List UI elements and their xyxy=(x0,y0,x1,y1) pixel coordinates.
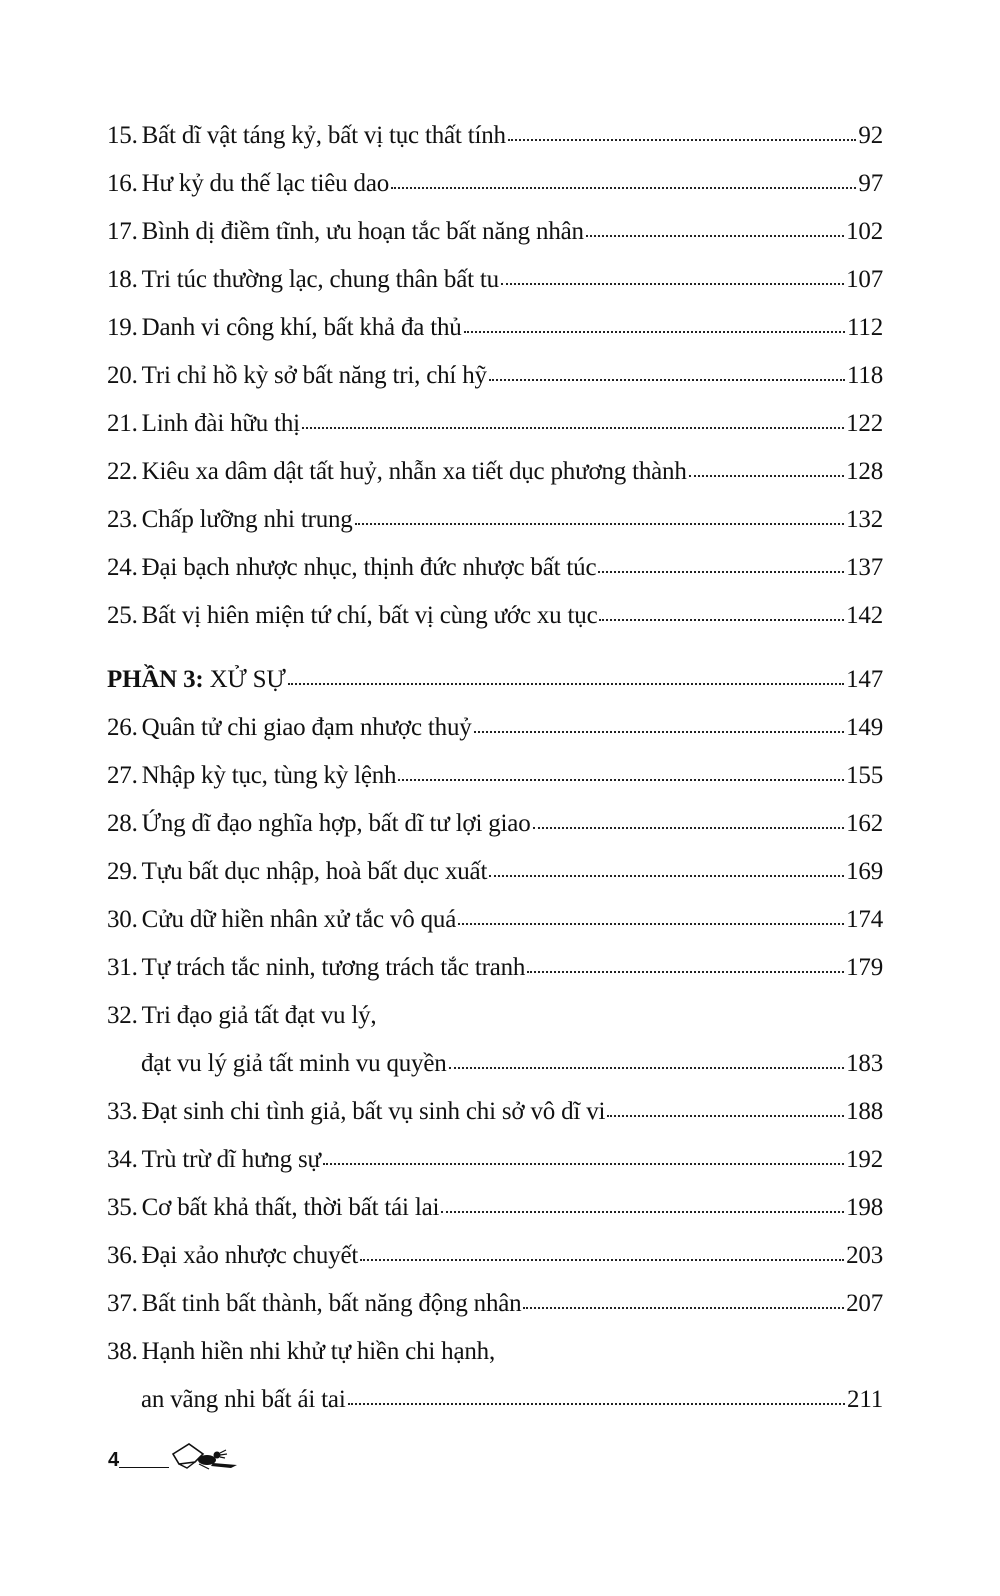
dot-leader xyxy=(598,555,844,575)
entry-title-continued: đạt vu lý giả tất minh vu quyền xyxy=(141,1050,447,1077)
toc-entry[interactable] xyxy=(107,1088,883,1136)
entry-title: Đại xảo nhược chuyết xyxy=(141,1242,359,1269)
dot-leader xyxy=(288,667,845,687)
dot-leader xyxy=(489,859,844,879)
toc-entry[interactable] xyxy=(107,848,883,896)
toc-entry[interactable] xyxy=(107,112,883,160)
entry-title: Trù trừ dĩ hưng sự xyxy=(141,1146,321,1173)
entry-title: Hư kỷ du thế lạc tiêu dao xyxy=(141,170,390,197)
entry-page: 169 xyxy=(846,858,883,885)
entry-title: Nhập kỳ tục, tùng kỳ lệnh xyxy=(141,762,397,789)
entry-page: 142 xyxy=(846,602,883,629)
entry-number: 21. xyxy=(107,410,138,437)
entry-title: Đại bạch nhược nhục, thịnh đức nhược bất túc xyxy=(141,554,597,581)
entry-title: Tri đạo giả tất đạt vu lý, xyxy=(141,1002,377,1029)
entry-number: 27. xyxy=(107,762,138,789)
entry-page: 183 xyxy=(846,1050,883,1077)
table-of-contents xyxy=(107,112,883,1424)
entry-number: 37. xyxy=(107,1290,138,1317)
entry-page: 128 xyxy=(846,458,883,485)
dot-leader xyxy=(449,1051,845,1071)
entry-number: 32. xyxy=(107,1002,138,1029)
entry-number: 29. xyxy=(107,858,138,885)
toc-entry[interactable] xyxy=(107,1280,883,1328)
entry-page: 107 xyxy=(846,266,883,293)
entry-page: 155 xyxy=(846,762,883,789)
toc-entry[interactable] xyxy=(107,544,883,592)
dot-leader xyxy=(302,411,844,431)
entry-page: 174 xyxy=(846,906,883,933)
dot-leader xyxy=(489,363,845,383)
entry-number: 31. xyxy=(107,954,138,981)
entry-number: 16. xyxy=(107,170,138,197)
section-label: PHẦN 3: xyxy=(107,666,204,693)
entry-title-line-2 xyxy=(107,1376,883,1424)
entry-title: Tri chỉ hồ kỳ sở bất năng tri, chí hỹ xyxy=(141,362,487,389)
toc-entry[interactable] xyxy=(107,896,883,944)
entry-number: 26. xyxy=(107,714,138,741)
section-title xyxy=(107,656,286,704)
page-footer xyxy=(108,1440,245,1470)
toc-entry[interactable] xyxy=(107,400,883,448)
entry-title: Quân tử chi giao đạm nhược thuỷ xyxy=(141,714,472,741)
entry-number: 30. xyxy=(107,906,138,933)
entry-number: 22. xyxy=(107,458,138,485)
entry-title: Cơ bất khả thất, thời bất tái lai xyxy=(141,1194,440,1221)
entry-title-line-1 xyxy=(107,1328,883,1376)
toc-entry[interactable] xyxy=(107,1184,883,1232)
section-heading-part-3[interactable] xyxy=(107,656,883,704)
entry-number: 19. xyxy=(107,314,138,341)
dot-leader xyxy=(398,763,844,783)
dot-leader xyxy=(607,1099,844,1119)
entry-page: 188 xyxy=(846,1098,883,1125)
dot-leader xyxy=(458,907,844,927)
page-number: 4 xyxy=(108,1449,120,1471)
entry-page: 203 xyxy=(846,1242,883,1269)
dot-leader xyxy=(527,955,844,975)
entry-title: Danh vi công khí, bất khả đa thủ xyxy=(141,314,462,341)
section-page: 147 xyxy=(846,666,883,693)
entry-title: Tự trách tắc ninh, tương trách tắc tranh xyxy=(141,954,526,981)
entry-title: Bình dị điềm tĩnh, ưu hoạn tắc bất năng nhân xyxy=(141,218,584,245)
toc-entry[interactable] xyxy=(107,944,883,992)
entry-title: Bất dĩ vật táng kỷ, bất vị tục thất tính xyxy=(141,122,506,149)
toc-entry[interactable] xyxy=(107,208,883,256)
entry-page: 149 xyxy=(846,714,883,741)
dot-leader xyxy=(689,459,844,479)
entry-title: Đạt sinh chi tình giả, bất vụ sinh chi sở vô dĩ vi xyxy=(141,1098,606,1125)
entry-title: Cửu dữ hiền nhân xử tắc vô quá xyxy=(141,906,457,933)
entry-page: 92 xyxy=(858,122,883,149)
dot-leader xyxy=(360,1243,844,1263)
entry-number: 23. xyxy=(107,506,138,533)
entry-number: 25. xyxy=(107,602,138,629)
entry-title-line-2 xyxy=(107,1040,883,1088)
entry-title: Kiêu xa dâm dật tất huỷ, nhẫn xa tiết dục phương thành xyxy=(141,458,687,485)
toc-entry[interactable] xyxy=(107,352,883,400)
entry-page: 132 xyxy=(846,506,883,533)
entry-title: Chấp lưỡng nhi trung xyxy=(141,506,353,533)
dot-leader xyxy=(508,123,857,143)
entry-title: Bất vị hiên miện tứ chí, bất vị cùng ước xu tục xyxy=(141,602,598,629)
folio-rule xyxy=(119,1467,169,1468)
entry-page: 198 xyxy=(846,1194,883,1221)
entry-title: Linh đài hữu thị xyxy=(141,410,300,437)
entry-number: 17. xyxy=(107,218,138,245)
bird-ornament-icon xyxy=(165,1440,245,1470)
entry-number: 35. xyxy=(107,1194,138,1221)
entry-page: 162 xyxy=(846,810,883,837)
entry-number: 20. xyxy=(107,362,138,389)
dot-leader xyxy=(391,171,856,191)
dot-leader xyxy=(464,315,845,335)
toc-entry[interactable] xyxy=(107,496,883,544)
toc-entry[interactable] xyxy=(107,448,883,496)
toc-entry[interactable] xyxy=(107,800,883,848)
entry-page: 179 xyxy=(846,954,883,981)
entry-page: 207 xyxy=(846,1290,883,1317)
entry-number: 28. xyxy=(107,810,138,837)
entry-page: 118 xyxy=(847,362,883,389)
toc-entry[interactable] xyxy=(107,1136,883,1184)
toc-entry[interactable] xyxy=(107,256,883,304)
entry-page: 192 xyxy=(846,1146,883,1173)
entry-title: Tri túc thường lạc, chung thân bất tu xyxy=(141,266,499,293)
entry-title: Hạnh hiền nhi khử tự hiền chi hạnh, xyxy=(141,1338,496,1365)
entry-number: 33. xyxy=(107,1098,138,1125)
entry-title-line-1 xyxy=(107,992,883,1040)
dot-leader xyxy=(474,715,845,735)
dot-leader xyxy=(523,1291,844,1311)
entry-number: 36. xyxy=(107,1242,138,1269)
entry-number: 38. xyxy=(107,1338,138,1365)
toc-entry[interactable] xyxy=(107,752,883,800)
dot-leader xyxy=(355,507,844,527)
entry-page: 102 xyxy=(846,218,883,245)
dot-leader xyxy=(586,219,844,239)
entry-page: 122 xyxy=(846,410,883,437)
entry-title: Ứng dĩ đạo nghĩa hợp, bất dĩ tư lợi giao xyxy=(141,810,531,837)
dot-leader xyxy=(533,811,845,831)
dot-leader xyxy=(348,1387,845,1407)
entry-number: 24. xyxy=(107,554,138,581)
toc-entry[interactable] xyxy=(107,304,883,352)
entry-page: 137 xyxy=(846,554,883,581)
entry-title: Bất tinh bất thành, bất năng động nhân xyxy=(141,1290,522,1317)
toc-entry[interactable] xyxy=(107,592,883,640)
entry-number: 18. xyxy=(107,266,138,293)
entry-number: 34. xyxy=(107,1146,138,1173)
dot-leader xyxy=(323,1147,844,1167)
entry-page: 97 xyxy=(858,170,883,197)
entry-page: 112 xyxy=(847,314,883,341)
entry-page: 211 xyxy=(847,1386,883,1413)
dot-leader xyxy=(599,603,844,623)
dot-leader xyxy=(441,1195,844,1215)
toc-entry[interactable] xyxy=(107,1328,883,1424)
section-name: XỬ SỰ xyxy=(209,666,286,693)
toc-entry[interactable] xyxy=(107,704,883,752)
toc-entry[interactable] xyxy=(107,992,883,1088)
toc-entry[interactable] xyxy=(107,1232,883,1280)
entry-number: 15. xyxy=(107,122,138,149)
entry-title-continued: an vãng nhi bất ái tai xyxy=(141,1386,346,1413)
entry-title: Tựu bất dục nhập, hoà bất dục xuất xyxy=(141,858,488,885)
toc-entry[interactable] xyxy=(107,160,883,208)
dot-leader xyxy=(501,267,844,287)
